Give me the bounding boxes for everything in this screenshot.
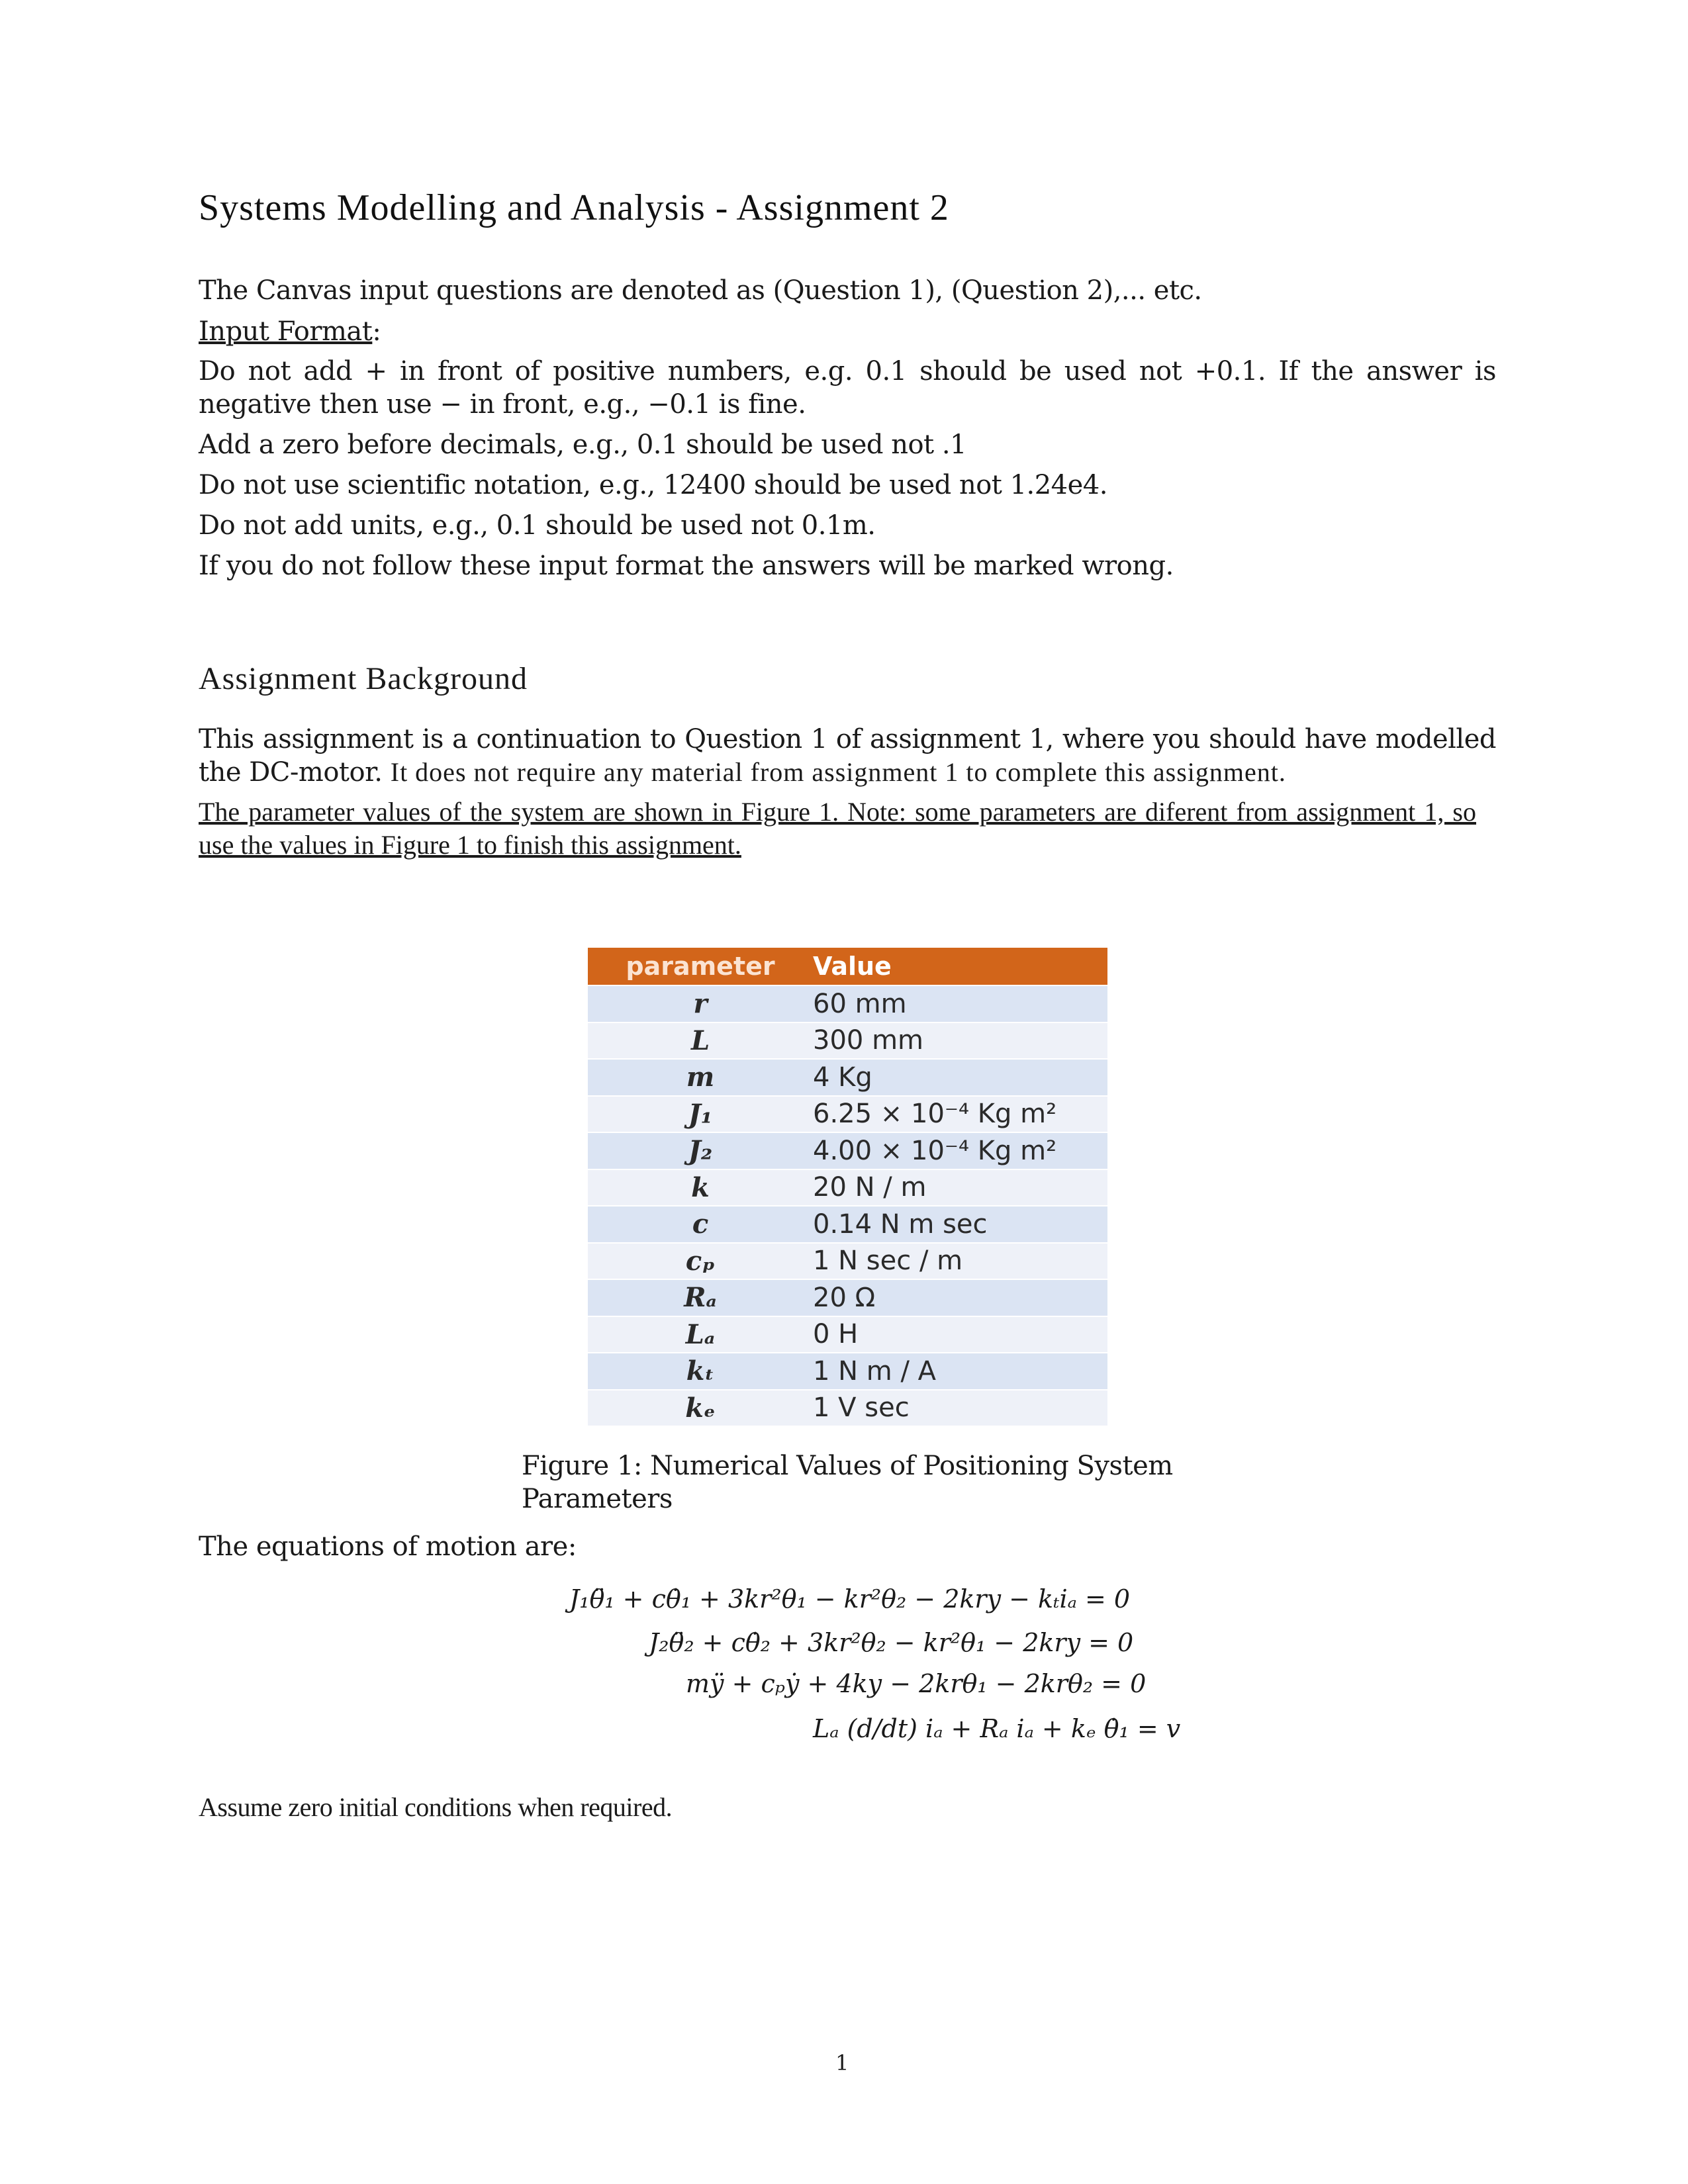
equation-3: mÿ + cₚẏ + 4ky − 2krθ₁ − 2krθ₂ = 0 [686, 1669, 1147, 1698]
canvas-note: The Canvas input questions are denoted as (Question 1), (Question 2),... etc. [199, 275, 1202, 306]
table-row [588, 1132, 1107, 1169]
param-cell: kₜ [686, 1355, 715, 1387]
rule-warning: If you do not follow these input format the answers will be marked wrong. [199, 551, 1174, 581]
page-title: Systems Modelling and Analysis - Assignment 2 [199, 187, 949, 228]
parameter-note: The parameter values of the system are shown in Figure 1. Note: some parameters are diferent from assignment 1, so use the values in Figure 1 to finish this assignment. [199, 797, 1476, 860]
page-number: 1 [835, 2050, 849, 2075]
table-row [588, 1169, 1107, 1206]
input-format-label: Input Format [199, 316, 373, 347]
value-cell: 1 N m / A [813, 1355, 937, 1387]
value-cell: 1 V sec [813, 1392, 910, 1424]
value-cell: 4 Kg [813, 1062, 872, 1093]
value-cell: 20 N / m [813, 1172, 927, 1203]
param-cell: L [690, 1024, 710, 1056]
param-cell: J₁ [688, 1098, 713, 1130]
figure-caption: Figure 1: Numerical Values of Positioning System Parameters [522, 1451, 1173, 1514]
table-row [588, 985, 1107, 1022]
background-text-a: This assignment is a continuation to Question 1 of assignment 1, where you should have modelled the DC-motor. [199, 724, 1496, 788]
param-cell: cₚ [685, 1245, 716, 1277]
value-cell: 20 Ω [813, 1282, 876, 1313]
table-row [588, 1279, 1107, 1316]
table-row [588, 1242, 1107, 1279]
param-cell: Rₐ [684, 1282, 717, 1314]
input-format-colon: : [372, 316, 381, 347]
rule-positive-numbers: Do not add + in front of positive numbers, e.g. 0.1 should be used not +0.1. If the answer is negative then use − in front, e.g., −0.1 is fine. [199, 356, 1496, 420]
table-row [588, 1058, 1107, 1095]
initial-conditions-note: Assume zero initial conditions when required. [199, 1792, 673, 1822]
param-cell: r [693, 988, 708, 1020]
equation-1: J₁θ̈₁ + cθ̇₁ + 3kr²θ₁ − kr²θ₂ − 2kry − kₜiₐ = 0 [569, 1584, 1131, 1614]
param-cell: c [692, 1208, 709, 1240]
equation-4: Lₐ (d/dt) iₐ + Rₐ iₐ + kₑ θ̇₁ = v [813, 1714, 1181, 1743]
value-cell: 1 N sec / m [813, 1246, 963, 1277]
section-heading-background: Assignment Background [199, 661, 528, 696]
value-cell: 0 H [813, 1319, 859, 1350]
table-row [588, 1352, 1107, 1389]
background-text-b: It does not require any material from assignment 1 to complete this assignment. [390, 757, 1286, 787]
equation-2: J₂θ̈₂ + cθ̇₂ + 3kr²θ₂ − kr²θ₁ − 2kry = 0 [649, 1628, 1134, 1657]
background-paragraph [199, 723, 1496, 789]
table-header [588, 948, 1107, 985]
table-row [588, 1316, 1107, 1353]
value-cell: 4.00 × 10⁻⁴ Kg m² [813, 1135, 1057, 1166]
value-cell: 0.14 N m sec [813, 1208, 988, 1240]
param-cell: k [691, 1171, 710, 1203]
param-cell: J₂ [688, 1135, 713, 1167]
value-cell: 300 mm [813, 1025, 923, 1056]
header-value: Value [813, 952, 892, 981]
param-cell: Lₐ [685, 1318, 716, 1350]
value-cell: 60 mm [813, 988, 907, 1019]
param-cell: kₑ [685, 1392, 716, 1424]
equations-intro: The equations of motion are: [199, 1531, 577, 1562]
input-format-heading [199, 315, 1496, 348]
table-row [588, 1389, 1107, 1426]
rule-no-units: Do not add units, e.g., 0.1 should be used not 0.1m. [199, 510, 876, 541]
table-row [588, 1205, 1107, 1242]
param-cell: m [686, 1062, 715, 1093]
rule-no-scientific: Do not use scientific notation, e.g., 12400 should be used not 1.24e4. [199, 470, 1107, 500]
rule-leading-zero: Add a zero before decimals, e.g., 0.1 should be used not .1 [199, 430, 966, 460]
value-cell: 6.25 × 10⁻⁴ Kg m² [813, 1099, 1057, 1130]
parameter-table [588, 948, 1107, 1426]
header-parameter: parameter [626, 952, 775, 981]
table-row [588, 1022, 1107, 1059]
table-row [588, 1095, 1107, 1132]
